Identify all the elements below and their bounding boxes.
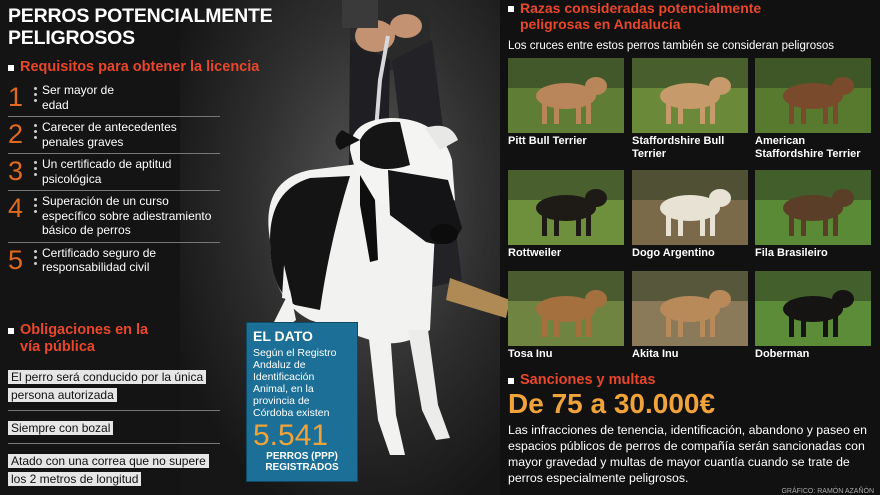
obligaciones-list xyxy=(8,366,220,494)
sanciones-heading: Sanciones y multas xyxy=(508,372,748,389)
breed-photo xyxy=(508,58,624,133)
requisito-item xyxy=(8,154,220,191)
breed-name: Tosa Inu xyxy=(508,348,553,360)
dots-icon xyxy=(30,246,40,265)
requisito-text: Un certificado de aptitud psicológica xyxy=(42,157,172,186)
breed-name: Pitt Bull Terrier xyxy=(508,135,587,147)
obligaciones-heading: Obligaciones en la vía pública xyxy=(8,322,168,356)
requisito-number: 5 xyxy=(8,244,24,275)
breed-photo xyxy=(632,58,748,133)
breed-name: Fila Brasileiro xyxy=(755,247,828,259)
requisito-number: 1 xyxy=(8,82,24,112)
graphic-credit: GRÁFICO: RAMÓN AZAÑÓN xyxy=(781,488,874,495)
fine-description: Las infracciones de tenencia, identificación, abandono y paseo en espacios públicos de perros de compañía serán sancionadas con mayor gravedad y multas de mayor cuantía cuando se trate de perros especialmente peligrosos. xyxy=(508,423,867,485)
obligacion-item xyxy=(8,411,220,444)
obligacion-text: Atado con una correa que no supere los 2 metros de longitud xyxy=(8,454,209,486)
requisito-number: 2 xyxy=(8,119,24,149)
razas-heading: Razas consideradas potencialmente peligrosas en Andalucía xyxy=(508,0,808,32)
breed-photo xyxy=(632,271,748,346)
breed-card xyxy=(755,58,871,161)
razas-subtitle: Los cruces entre estos perros también se consideran peligrosos xyxy=(508,40,835,52)
breed-card xyxy=(755,271,871,361)
breed-name: Doberman xyxy=(755,348,810,360)
obligacion-item xyxy=(8,444,220,494)
breed-photo xyxy=(508,271,624,346)
breed-photo xyxy=(755,170,871,245)
dots-icon xyxy=(30,194,40,213)
breed-card xyxy=(508,58,624,148)
requisito-item xyxy=(8,191,220,243)
requisitos-heading: Requisitos para obtener la licencia xyxy=(8,59,298,76)
dato-title: EL DATO xyxy=(253,328,313,344)
fine-amount: De 75 a 30.000€ xyxy=(508,388,716,419)
dato-label: PERROS (PPP) REGISTRADOS xyxy=(265,451,339,473)
breed-photo xyxy=(755,271,871,346)
breed-card xyxy=(632,271,748,361)
requisito-text: Superación de un curso específico sobre adiestramiento básico de perros xyxy=(42,194,212,237)
requisito-item xyxy=(8,117,220,154)
breed-name: Dogo Argentino xyxy=(632,247,715,259)
breed-photo xyxy=(632,170,748,245)
breed-name: Staffordshire Bull Terrier xyxy=(632,135,725,160)
bullet-square-icon xyxy=(8,328,14,334)
breed-card xyxy=(508,170,624,260)
bullet-square-icon xyxy=(8,65,14,71)
requisito-text: Certificado seguro de responsabilidad civil xyxy=(42,245,157,274)
requisito-item xyxy=(8,243,220,279)
el-dato-box xyxy=(246,322,358,482)
dots-icon xyxy=(30,120,40,139)
breed-photo xyxy=(755,58,871,133)
requisito-text: Carecer de antecedentes penales graves xyxy=(42,120,177,149)
breed-name: American Staffordshire Terrier xyxy=(755,135,861,160)
breed-card xyxy=(755,170,871,260)
breed-name: Akita Inu xyxy=(632,348,679,360)
dots-icon xyxy=(30,157,40,176)
bullet-square-icon xyxy=(508,378,514,384)
requisitos-list xyxy=(8,80,220,279)
requisito-number: 3 xyxy=(8,156,24,186)
obligacion-item xyxy=(8,366,220,411)
bullet-square-icon xyxy=(508,6,514,12)
requisito-number: 4 xyxy=(8,193,24,223)
dato-number: 5.541 xyxy=(253,419,329,452)
requisito-item xyxy=(8,80,220,117)
breed-card xyxy=(632,170,748,260)
breed-name: Rottweiler xyxy=(508,247,562,259)
breed-card xyxy=(632,58,748,161)
dots-icon xyxy=(30,83,40,102)
obligacion-text: El perro será conducido por la única persona autorizada xyxy=(8,370,206,402)
breed-card xyxy=(508,271,624,361)
dato-text: Según el Registro Andaluz de Identificación Animal, en la provincia de Córdoba existen xyxy=(253,347,337,419)
page-title: PERROS POTENCIALMENTE PELIGROSOS xyxy=(8,5,273,49)
breed-photo xyxy=(508,170,624,245)
requisito-text: Ser mayor de edad xyxy=(42,83,115,112)
obligacion-text: Siempre con bozal xyxy=(8,421,113,435)
